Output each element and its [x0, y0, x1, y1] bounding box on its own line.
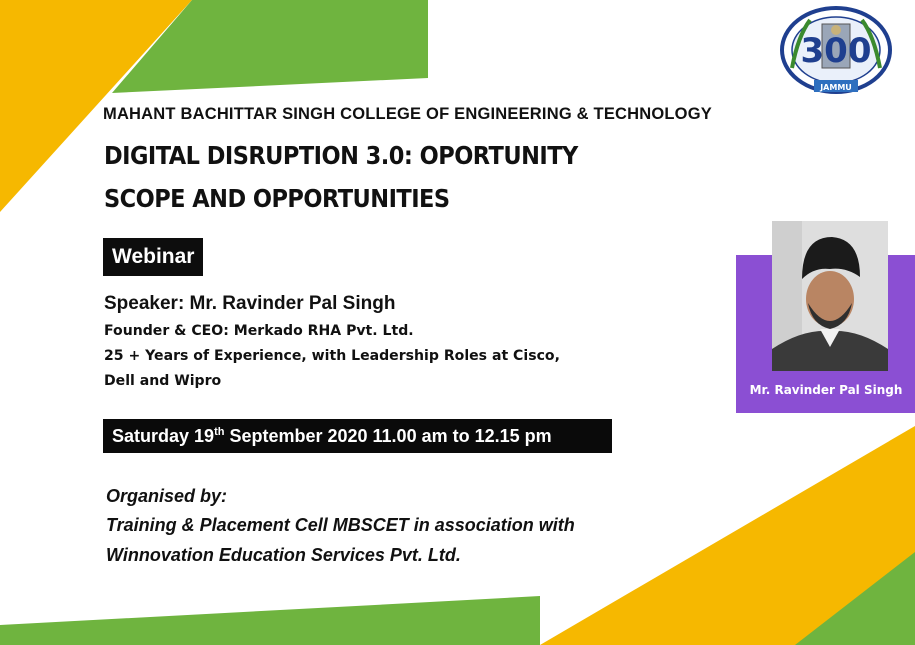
speaker-experience-line1: 25 + Years of Experience, with Leadership Roles at Cisco, [104, 348, 560, 364]
speaker-heading: Speaker: Mr. Ravinder Pal Singh [104, 293, 396, 314]
college-seal-icon [780, 6, 892, 98]
svg-text:300: 300 [800, 31, 872, 71]
organiser-line1: Training & Placement Cell MBSCET in association with [106, 515, 575, 535]
webinar-title-line1: DIGITAL DISRUPTION 3.0: OPORTUNITY [104, 141, 578, 170]
speaker-role: Founder & CEO: Merkado RHA Pvt. Ltd. [104, 323, 414, 339]
webinar-title-line2: SCOPE AND OPPORTUNITIES [104, 184, 450, 213]
green-shape-bottom [0, 596, 540, 645]
speaker-photo-caption: Mr. Ravinder Pal Singh [749, 383, 903, 397]
college-name: MAHANT BACHITTAR SINGH COLLEGE OF ENGINEERING & TECHNOLOGY [103, 105, 712, 123]
date-day: Saturday 19 [112, 426, 215, 446]
speaker-portrait-icon [772, 221, 888, 371]
speaker-experience-line2: Dell and Wipro [104, 373, 222, 389]
organiser-line2: Winnovation Education Services Pvt. Ltd. [106, 545, 461, 565]
date-suffix: th [214, 426, 225, 438]
date-rest: September 2020 11.00 am to 12.15 pm [224, 426, 552, 446]
event-date-bar [103, 419, 612, 453]
organised-label: Organised by: [106, 486, 228, 506]
event-type-badge: Webinar [103, 238, 203, 276]
speaker-photo [772, 221, 888, 371]
svg-text:JAMMU: JAMMU [820, 83, 852, 92]
